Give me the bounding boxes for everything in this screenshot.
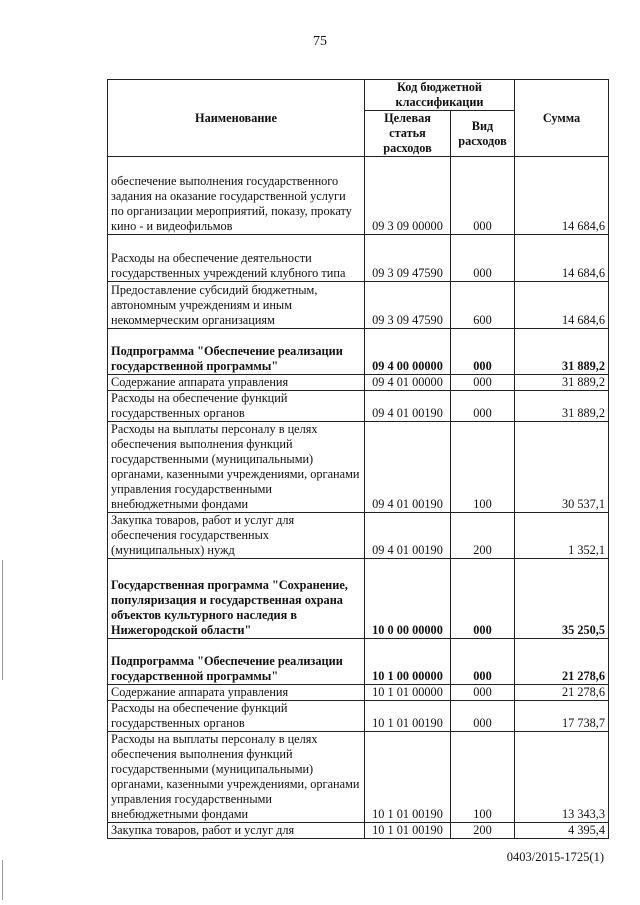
table-row — [108, 685, 609, 701]
row-sum-cell: 17 738,7 — [515, 701, 609, 732]
row-expense-kind-cell: 000 — [451, 329, 515, 375]
row-sum-cell: 14 684,6 — [515, 235, 609, 282]
row-sum-cell: 4 395,4 — [515, 823, 609, 839]
budget-table — [107, 79, 609, 839]
row-name-cell: Расходы на выплаты персоналу в целях обеспечения выполнения функций государственными (муниципальными) органами, казенными учреждениями, органами управления государственными внебюджетными фондами — [108, 422, 365, 513]
row-target-article-cell: 10 0 00 00000 — [365, 559, 451, 639]
header-budget-code: Код бюджетной классификации — [365, 80, 515, 111]
row-target-article-cell: 09 3 09 47590 — [365, 282, 451, 329]
row-target-article-cell: 09 4 01 00190 — [365, 391, 451, 422]
table-row — [108, 375, 609, 391]
row-name-cell: Закупка товаров, работ и услуг для обеспечения государственных (муниципальных) нужд — [108, 513, 365, 559]
row-sum-cell: 21 278,6 — [515, 639, 609, 685]
table-body — [108, 157, 609, 839]
row-target-article-cell: 09 3 09 00000 — [365, 157, 451, 235]
page-number: 75 — [313, 34, 327, 49]
row-name-cell: Расходы на обеспечение деятельности государственных учреждений клубного типа — [108, 235, 365, 282]
row-expense-kind-cell: 000 — [451, 157, 515, 235]
row-sum-cell: 13 343,3 — [515, 732, 609, 823]
row-expense-kind-cell: 000 — [451, 685, 515, 701]
row-target-article-cell: 10 1 01 00190 — [365, 701, 451, 732]
table-row — [108, 235, 609, 282]
row-sum-cell: 31 889,2 — [515, 391, 609, 422]
row-sum-cell: 35 250,5 — [515, 559, 609, 639]
row-expense-kind-cell: 200 — [451, 513, 515, 559]
row-name-cell: Подпрограмма "Обеспечение реализации государственной программы" — [108, 329, 365, 375]
row-sum-cell: 30 537,1 — [515, 422, 609, 513]
row-expense-kind-cell: 000 — [451, 559, 515, 639]
row-target-article-cell: 09 3 09 47590 — [365, 235, 451, 282]
table-row — [108, 391, 609, 422]
row-target-article-cell: 09 4 01 00190 — [365, 422, 451, 513]
row-name-cell: обеспечение выполнения государственного задания на оказание государственной услуги по организации мероприятий, показу, прокату кино - и видеофильмов — [108, 157, 365, 235]
row-name-cell: Государственная программа "Сохранение, популяризация и государственная охрана объектов культурного наследия в Нижегородской области" — [108, 559, 365, 639]
row-name-cell: Содержание аппарата управления — [108, 375, 365, 391]
row-name-cell: Расходы на обеспечение функций государственных органов — [108, 391, 365, 422]
row-target-article-cell: 10 1 01 00190 — [365, 732, 451, 823]
row-sum-cell: 14 684,6 — [515, 157, 609, 235]
table-row — [108, 422, 609, 513]
row-target-article-cell: 09 4 00 00000 — [365, 329, 451, 375]
header-name: Наименование — [108, 80, 365, 157]
document-code: 0403/2015-1725(1) — [506, 850, 604, 864]
row-target-article-cell: 10 1 01 00190 — [365, 823, 451, 839]
table-row — [108, 732, 609, 823]
table-row — [108, 823, 609, 839]
row-expense-kind-cell: 000 — [451, 391, 515, 422]
header-expense-kind: Вид расходов — [451, 111, 515, 157]
scan-edge-mark — [2, 560, 3, 680]
row-name-cell: Содержание аппарата управления — [108, 685, 365, 701]
row-name-cell: Расходы на обеспечение функций государственных органов — [108, 701, 365, 732]
row-expense-kind-cell: 600 — [451, 282, 515, 329]
row-expense-kind-cell: 000 — [451, 235, 515, 282]
table-row — [108, 701, 609, 732]
row-sum-cell: 31 889,2 — [515, 329, 609, 375]
row-expense-kind-cell: 000 — [451, 639, 515, 685]
table-row — [108, 513, 609, 559]
row-sum-cell: 1 352,1 — [515, 513, 609, 559]
row-target-article-cell: 09 4 01 00000 — [365, 375, 451, 391]
table-row — [108, 157, 609, 235]
header-target-article: Целевая статья расходов — [365, 111, 451, 157]
row-target-article-cell: 10 1 00 00000 — [365, 639, 451, 685]
row-sum-cell: 31 889,2 — [515, 375, 609, 391]
row-expense-kind-cell: 100 — [451, 422, 515, 513]
row-expense-kind-cell: 000 — [451, 701, 515, 732]
row-expense-kind-cell: 000 — [451, 375, 515, 391]
row-target-article-cell: 09 4 01 00190 — [365, 513, 451, 559]
table-row — [108, 559, 609, 639]
row-sum-cell: 14 684,6 — [515, 282, 609, 329]
row-target-article-cell: 10 1 01 00000 — [365, 685, 451, 701]
row-sum-cell: 21 278,6 — [515, 685, 609, 701]
row-name-cell: Подпрограмма "Обеспечение реализации государственной программы" — [108, 639, 365, 685]
table-row — [108, 639, 609, 685]
header-sum: Сумма — [515, 80, 609, 157]
row-expense-kind-cell: 200 — [451, 823, 515, 839]
scan-edge-mark — [2, 860, 3, 900]
row-expense-kind-cell: 100 — [451, 732, 515, 823]
row-name-cell: Закупка товаров, работ и услуг для — [108, 823, 365, 839]
table-row — [108, 329, 609, 375]
row-name-cell: Расходы на выплаты персоналу в целях обеспечения выполнения функций государственными (муниципальными) органами, казенными учреждениями, органами управления государственными внебюджетными фондами — [108, 732, 365, 823]
table-row — [108, 282, 609, 329]
row-name-cell: Предоставление субсидий бюджетным, автономным учреждениям и иным некоммерческим организациям — [108, 282, 365, 329]
